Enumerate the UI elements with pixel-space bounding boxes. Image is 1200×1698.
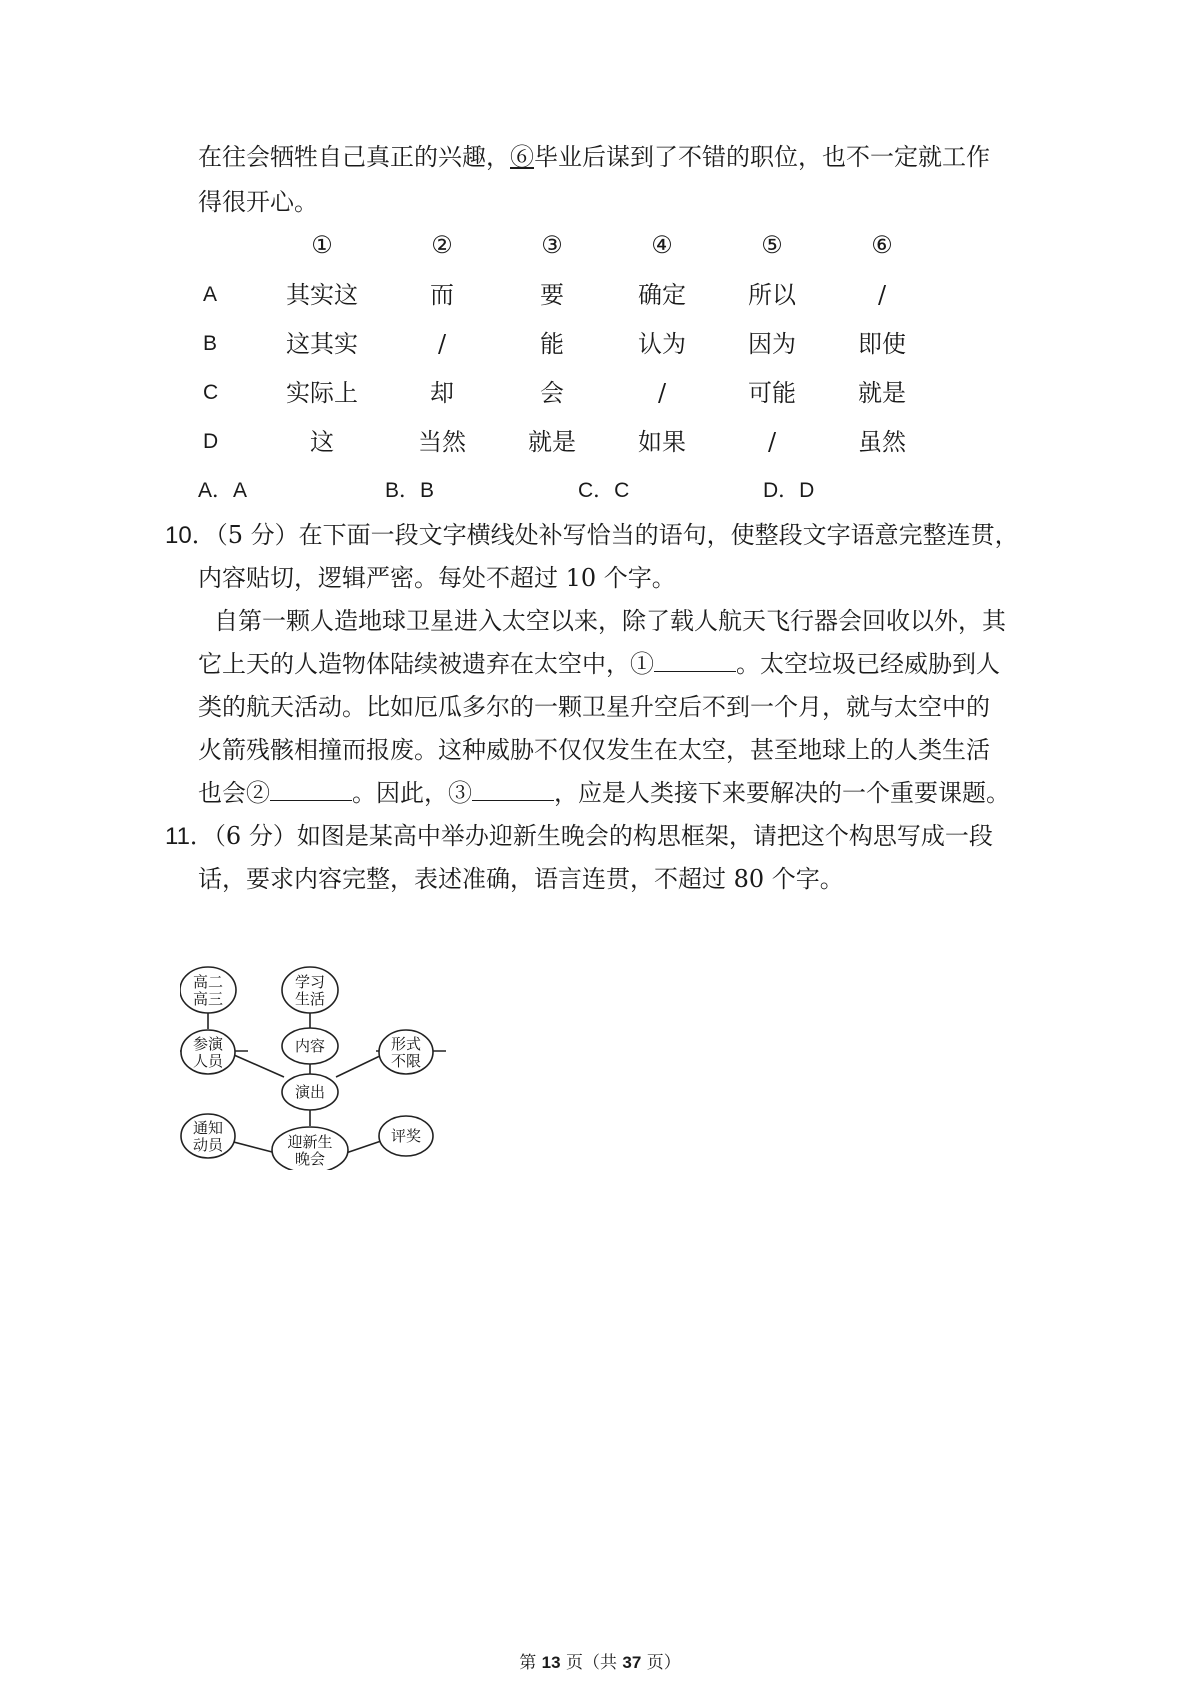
table-header: ⑥ [871, 231, 893, 259]
table-cell: 这 [310, 428, 334, 456]
table-cell: / [877, 281, 887, 309]
table-header: ① [311, 231, 333, 259]
table-cell: 而 [430, 281, 454, 309]
node-label: 生活 [294, 990, 326, 1008]
passage-text: ，应是人类接下来要解决的一个重要课题。 [554, 779, 1010, 807]
node-label: 人员 [192, 1052, 224, 1070]
diagram-connector [346, 1140, 384, 1153]
table-cell: / [767, 428, 777, 456]
choice-c[interactable]: C．C [578, 479, 630, 502]
table-cell: 这其实 [286, 330, 358, 358]
node-label: 高二 [192, 973, 224, 991]
table-cell: 确定 [638, 281, 686, 309]
passage-text: 毕业后谋到了不错的职位，也不一定就工作 [534, 143, 990, 171]
table-cell: 会 [540, 379, 564, 407]
table-cell: / [657, 379, 667, 407]
answer-blank-2[interactable] [270, 778, 352, 801]
question-number: 10． [165, 522, 216, 549]
node-label: 不限 [390, 1052, 422, 1070]
footer-text: 页） [641, 1653, 681, 1673]
table-cell: 当然 [418, 428, 466, 456]
page-footer [0, 1648, 1200, 1673]
table-cell: 其实这 [286, 281, 358, 309]
question-text: （6 分）如图是某高中举办迎新生晚会的构思框架，请把这个构思写成一段 [213, 822, 993, 850]
node-label: 学习 [294, 973, 326, 991]
table-header: ⑤ [761, 231, 783, 259]
table-cell: 即使 [858, 330, 906, 358]
question-number: 11． [165, 823, 214, 850]
node-label: 内容 [294, 1037, 326, 1055]
footer-text: 第 [519, 1653, 542, 1673]
concept-diagram [180, 960, 460, 1170]
question-text: （5 分）在下面一段文字横线处补写恰当的语句，使整段文字语意完整连贯， [215, 521, 1019, 549]
table-row-label: D [203, 430, 219, 453]
diagram-connector [234, 1055, 284, 1077]
passage-text: 它上天的人造物体陆续被遗弃在太空中，① [198, 650, 654, 678]
node-label: 形式 [390, 1035, 422, 1053]
q10-passage-line-5 [198, 776, 1010, 810]
table-cell: 可能 [748, 379, 796, 407]
passage-text: 。太空垃圾已经威胁到人 [736, 650, 1000, 678]
answer-blank-3[interactable] [472, 778, 554, 801]
q10-passage-line-3: 类的航天活动。比如厄瓜多尔的一颗卫星升空后不到一个月，就与太空中的 [198, 693, 990, 721]
table-row-label: A [203, 283, 218, 306]
question-10-stem [165, 518, 1019, 553]
q10-passage-line-1: 自第一颗人造地球卫星进入太空以来，除了载人航天飞行器会回收以外，其 [214, 607, 1006, 635]
table-cell: 所以 [748, 281, 796, 309]
answer-blank-1[interactable] [654, 649, 736, 672]
table-header: ④ [651, 231, 673, 259]
table-cell: 就是 [528, 428, 576, 456]
question-10-stem-2: 内容贴切，逻辑严密。每处不超过 10 个字。 [198, 564, 676, 592]
table-cell: 能 [540, 330, 564, 358]
node-label: 通知 [192, 1119, 224, 1137]
node-label: 迎新生 [287, 1133, 333, 1151]
blank-marker-6: ⑥ [510, 143, 534, 171]
page-total: 37 [622, 1653, 642, 1672]
table-row-label: B [203, 332, 218, 355]
node-label: 动员 [192, 1136, 224, 1154]
choice-d[interactable]: D．D [763, 479, 815, 502]
table-cell: 虽然 [858, 428, 906, 456]
table-cell: 因为 [748, 330, 796, 358]
table-cell: 实际上 [286, 379, 358, 407]
passage-text: 在往会牺牲自己真正的兴趣， [198, 143, 510, 171]
node-label: 演出 [294, 1083, 326, 1101]
node-label: 评奖 [390, 1127, 422, 1145]
diagram-connector [336, 1055, 382, 1077]
node-label: 参演 [192, 1035, 224, 1053]
passage-text: 也会② [198, 779, 270, 807]
table-cell: / [437, 330, 447, 358]
table-row-label: C [203, 381, 219, 404]
page-number: 13 [541, 1653, 561, 1672]
q10-passage-line-4: 火箭残骸相撞而报废。这种威胁不仅仅发生在太空，甚至地球上的人类生活 [198, 736, 990, 764]
passage-line-2: 得很开心。 [198, 188, 318, 216]
table-cell: 要 [540, 281, 564, 309]
table-cell: 认为 [638, 330, 686, 358]
q10-passage-line-2 [198, 647, 1000, 681]
table-cell: 就是 [858, 379, 906, 407]
question-11-stem-2: 话，要求内容完整，表述准确，语言连贯，不超过 80 个字。 [198, 865, 844, 893]
choice-b[interactable]: B．B [385, 479, 435, 502]
table-cell: 却 [430, 379, 454, 407]
question-11-stem [165, 819, 993, 854]
choice-a[interactable]: A．A [198, 479, 248, 502]
table-cell: 如果 [638, 428, 686, 456]
footer-text: 页（共 [560, 1653, 623, 1673]
passage-line-1 [198, 140, 990, 174]
table-header: ② [431, 231, 453, 259]
table-header: ③ [541, 231, 563, 259]
passage-text: 。因此，③ [352, 779, 472, 807]
node-label: 高三 [192, 990, 224, 1008]
node-label: 晚会 [294, 1150, 326, 1168]
